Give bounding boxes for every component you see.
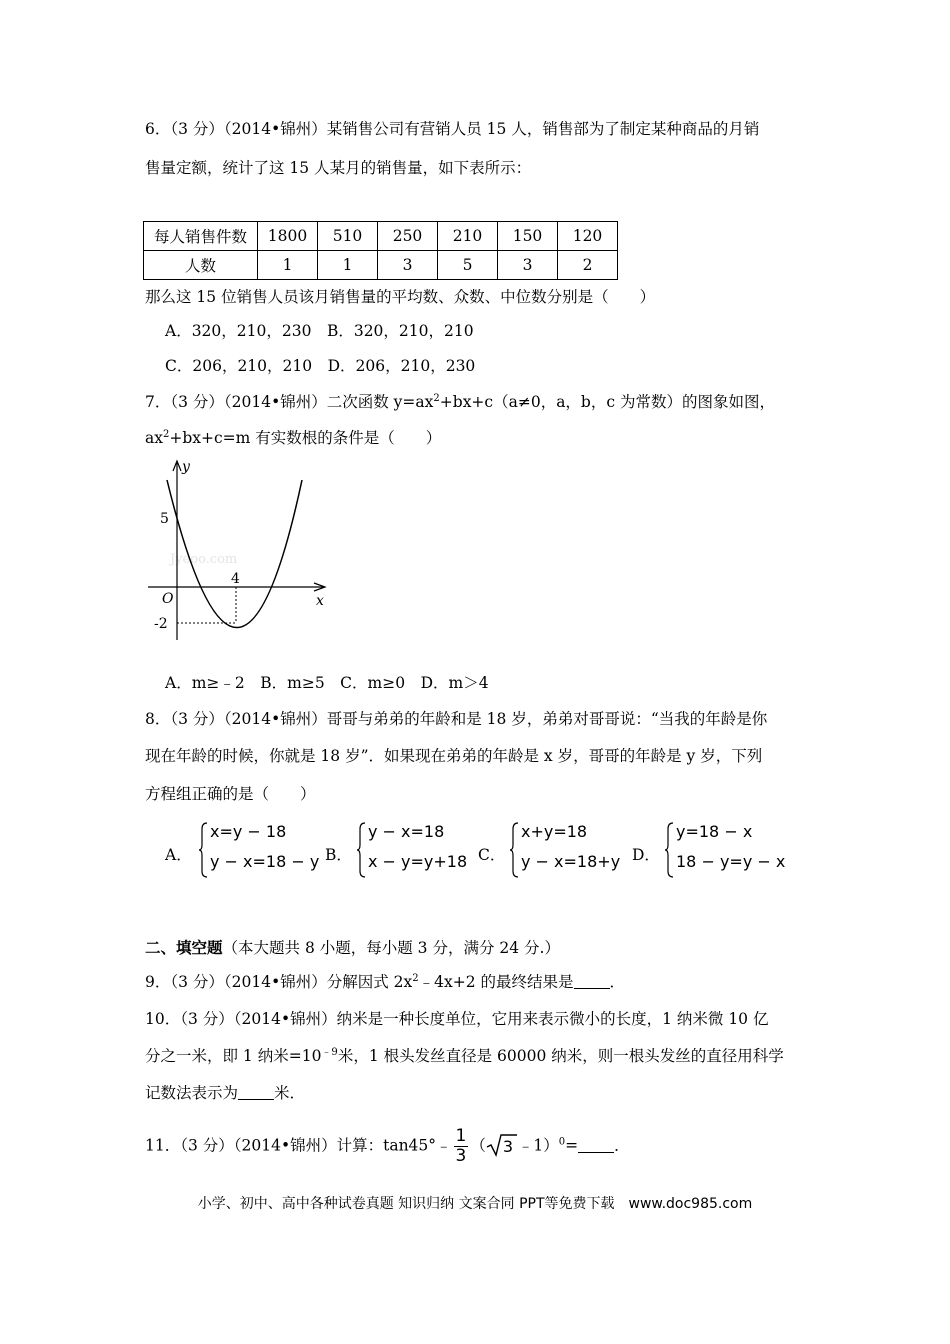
section-heading (145, 937, 560, 959)
table-cell: 150 (498, 222, 558, 251)
equation-1: y − x=18 (368, 822, 445, 841)
q10-line3-b: 米． (274, 1084, 306, 1102)
q7-line2-b: +bx+c=m 有实数根的条件是（ ） (169, 429, 442, 447)
table-cell: 250 (378, 222, 438, 251)
q7-options: A．m≥﹣2 B．m≥5 C．m≥0 D．m＞4 (165, 674, 489, 692)
answer-blank (238, 1085, 274, 1100)
sqrt-radicand: 3 (502, 1136, 514, 1156)
tick-label-4: 4 (231, 571, 240, 587)
q7-line2-a: ax (145, 429, 163, 447)
q11-eq: = (565, 1136, 579, 1155)
tick-label-neg2: -2 (154, 616, 168, 632)
q6-options-2: C．206，210，210 D．206，210，230 (165, 357, 476, 375)
equation-2: y − x=18+y (521, 852, 621, 871)
table-cell: 1 (258, 251, 318, 280)
table-cell: 510 (318, 222, 378, 251)
q7-line1-b: +bx+c（a≠0，a，b，c 为常数）的图象如图， (439, 393, 775, 411)
option-d-label: D． (632, 846, 660, 864)
option-c-label: C． (478, 846, 506, 864)
left-brace-icon (509, 822, 519, 878)
origin-label: O (162, 591, 174, 607)
q8-line1: 8．（3 分）（2014•锦州）哥哥与弟弟的年龄和是 18 岁，弟弟对哥哥说：“当我的年龄是你 (145, 710, 768, 728)
table-cell: 120 (558, 222, 618, 251)
table-cell: 3 (498, 251, 558, 280)
q10-line2-b: 米，1 根头发丝直径是 60000 纳米，则一根头发丝的直径用科学 (337, 1047, 784, 1065)
table-cell: 1 (318, 251, 378, 280)
option-a-label: A． (165, 846, 192, 864)
equation-1: x+y=18 (521, 822, 588, 841)
q9-text-a: 9．（3 分）（2014•锦州）分解因式 2x (145, 973, 413, 991)
superscript: 2 (412, 973, 419, 984)
x-axis-label: x (316, 593, 324, 609)
q11-text-a: 11．（3 分）（2014•锦州）计算：tan45°﹣ (145, 1136, 452, 1155)
y-axis-label: y (182, 459, 190, 475)
fraction (454, 1127, 469, 1166)
table-cell: 人数 (144, 251, 258, 280)
q10-line2 (145, 1045, 784, 1067)
q9-end: ． (609, 973, 626, 991)
q7-line2 (145, 427, 441, 449)
q7-line1-a: 7．（3 分）（2014•锦州）二次函数 y=ax (145, 393, 434, 411)
q9-line (145, 971, 625, 993)
fraction-numerator: 1 (455, 1126, 467, 1146)
superscript: 2 (433, 393, 440, 404)
q11-paren-rest: ﹣1） (517, 1136, 559, 1155)
q8-line2: 现在年龄的时候，你就是 18 岁”．如果现在弟弟的年龄是 x 岁，哥哥的年龄是 y 岁，下列 (145, 747, 763, 765)
q11-line (145, 1127, 630, 1166)
equation-2: x − y=y+18 (368, 852, 468, 871)
table-cell: 210 (438, 222, 498, 251)
left-brace-icon (356, 822, 366, 878)
q10-line1: 10．（3 分）（2014•锦州）纳米是一种长度单位，它用来表示微小的长度，1 纳米微 10 亿 (145, 1010, 769, 1028)
superscript: 2 (162, 429, 170, 440)
q9-text-b: ﹣4x+2 的最终结果是 (418, 973, 574, 991)
table-row (144, 251, 618, 280)
table-cell: 2 (558, 251, 618, 280)
watermark-text: Jyeoo.com (170, 552, 238, 567)
tick-label-5: 5 (160, 511, 169, 527)
section-desc: （本大题共 8 小题，每小题 3 分，满分 24 分.） (222, 939, 560, 957)
sqrt-icon (486, 1133, 518, 1157)
left-brace-icon (664, 822, 674, 878)
table-cell: 5 (438, 251, 498, 280)
q6-line2: 售量定额，统计了这 15 人某月的销售量，如下表所示： (145, 159, 532, 177)
sales-table (143, 221, 618, 280)
footer-banner: 小学、初中、高中各种试卷真题 知识归纳 文案合同 PPT等免费下载 www.doc985.com (197, 1196, 753, 1212)
q6-line3: 那么这 15 位销售人员该月销售量的平均数、众数、中位数分别是（ ） (145, 288, 656, 306)
q11-end: ． (614, 1136, 630, 1155)
superscript: ﹣9 (321, 1047, 338, 1058)
q10-line3-a: 记数法表示为 (145, 1084, 239, 1102)
sqrt-expression (486, 1133, 518, 1157)
equation-1: x=y − 18 (210, 822, 287, 841)
table-cell: 1800 (258, 222, 318, 251)
equation-2: y − x=18 − y (210, 852, 320, 871)
q10-line3 (145, 1082, 305, 1104)
option-b-label: B． (325, 846, 352, 864)
answer-blank (578, 1138, 614, 1153)
answer-blank (574, 974, 610, 989)
left-brace-icon (198, 822, 208, 878)
section-title: 二、填空题 (145, 938, 223, 957)
q11-paren-open: （ (470, 1136, 486, 1155)
parabola-graph (140, 455, 340, 650)
q6-options-1: A．320，210，230 B．320，210，210 (165, 322, 474, 340)
q7-line1 (145, 391, 775, 413)
equation-1: y=18 − x (676, 822, 753, 841)
equation-2: 18 − y=y − x (676, 852, 786, 871)
table-row (144, 222, 618, 251)
fraction-denominator: 3 (455, 1146, 467, 1166)
table-cell: 每人销售件数 (144, 222, 258, 251)
q10-line2-a: 分之一米，即 1 纳米=10 (145, 1047, 322, 1065)
q8-line3: 方程组正确的是（ ） (145, 785, 316, 803)
q6-line1: 6．（3 分）（2014•锦州）某销售公司有营销人员 15 人，销售部为了制定某种商品的月销 (145, 120, 760, 138)
table-cell: 3 (378, 251, 438, 280)
superscript: 0 (558, 1136, 566, 1148)
